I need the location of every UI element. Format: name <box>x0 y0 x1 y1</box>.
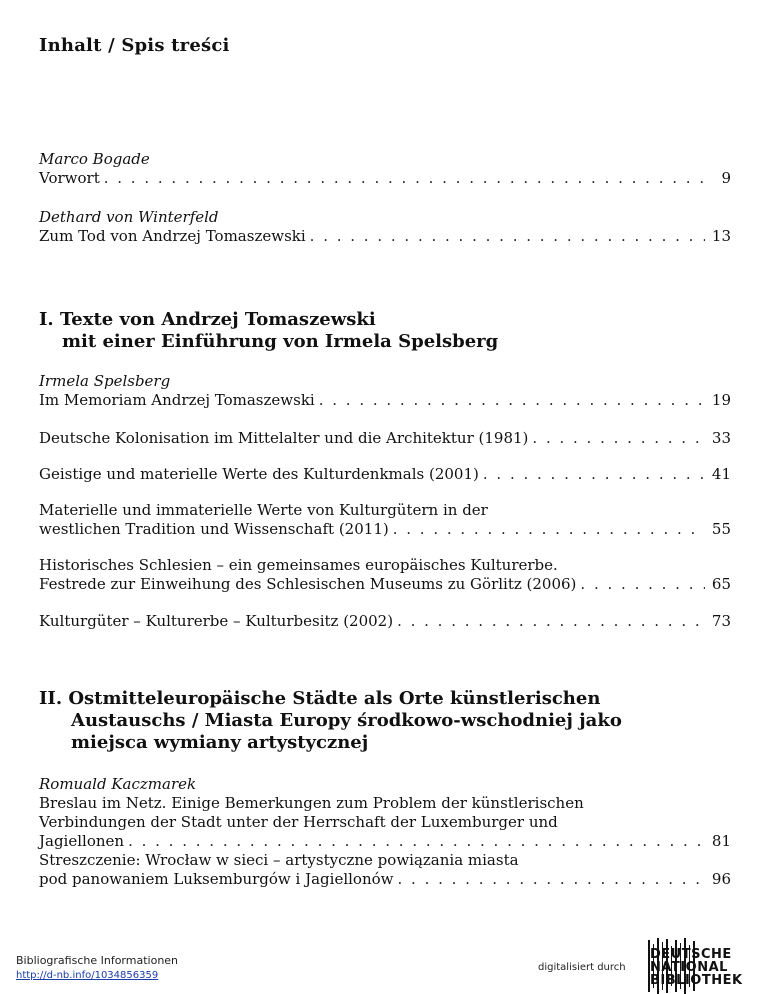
entry-title: Vorwort <box>39 169 100 187</box>
dot-leader <box>580 575 705 594</box>
dot-leader <box>532 429 705 448</box>
entry-title: Zum Tod von Andrzej Tomaszewski <box>39 227 306 245</box>
page-number: 41 <box>711 465 731 483</box>
page-number: 33 <box>711 429 731 447</box>
toc-entry-vorwort <box>39 150 731 188</box>
entry-title-line: Historisches Schlesien – ein gemeinsames europäisches Kulturerbe. <box>39 556 558 574</box>
section-2-heading <box>39 688 622 754</box>
entry-title-line: Materielle und immaterielle Werte von Kulturgütern in der <box>39 501 488 519</box>
dot-leader <box>128 832 705 851</box>
dnb-logo-line: BIBLIOTHEK <box>650 973 743 988</box>
bibliographic-info-label: Bibliografische Informationen <box>16 954 179 967</box>
entry-title: Im Memoriam Andrzej Tomaszewski <box>39 391 315 409</box>
bibliographic-info-link[interactable]: http://d-nb.info/1034856359 <box>16 970 159 981</box>
dnb-logo-line: NATIONAL <box>650 960 728 975</box>
dot-leader <box>397 612 705 631</box>
entry-title: Deutsche Kolonisation im Mittelalter und die Architektur (1981) <box>39 429 529 447</box>
dot-leader <box>310 227 705 246</box>
digitized-by-label: digitalisiert durch <box>538 962 626 973</box>
entry-author: Dethard von Winterfeld <box>39 208 219 226</box>
dot-leader <box>398 870 706 889</box>
page-number: 9 <box>721 169 731 187</box>
section-heading-line: I. Texte von Andrzej Tomaszewski <box>39 309 376 330</box>
entry-title: Kulturgüter – Kulturerbe – Kulturbesitz (2002) <box>39 612 394 630</box>
page-number: 19 <box>711 391 731 409</box>
dot-leader <box>483 465 705 484</box>
entry-title: Festrede zur Einweihung des Schlesischen Museums zu Görlitz (2006) <box>39 575 577 593</box>
page-number: 55 <box>711 520 731 538</box>
entry-title: Geistige und materielle Werte des Kulturdenkmals (2001) <box>39 465 479 483</box>
dnb-logo-line: DEUTSCHE <box>650 947 732 962</box>
page-number: 65 <box>711 575 731 593</box>
entry-title: Jagiellonen <box>39 832 125 850</box>
dot-leader <box>319 391 705 410</box>
dnb-logo-text <box>650 948 743 987</box>
entry-author: Irmela Spelsberg <box>39 372 171 390</box>
section-heading-line: miejsca wymiany artystycznej <box>71 732 369 753</box>
entry-author: Romuald Kaczmarek <box>39 775 197 793</box>
entry-title-line: Breslau im Netz. Einige Bemerkungen zum Problem der künstlerischen <box>39 794 584 812</box>
page-number: 13 <box>711 227 731 245</box>
toc-entry-zum-tod <box>39 208 731 246</box>
entry-title-line: Streszczenie: Wrocław w sieci – artystyczne powiązania miasta <box>39 851 519 869</box>
page-title: Inhalt / Spis treści <box>39 35 230 56</box>
entry-title: westlichen Tradition und Wissenschaft (2011) <box>39 520 389 538</box>
page-number: 73 <box>711 612 731 630</box>
entry-author: Marco Bogade <box>39 150 150 168</box>
dot-leader <box>393 520 705 539</box>
page-number: 81 <box>711 832 731 850</box>
section-heading-line: mit einer Einführung von Irmela Spelsberg <box>62 331 499 352</box>
toc-entry <box>39 775 731 889</box>
entry-title-line: Verbindungen der Stadt unter der Herrschaft der Luxemburger und <box>39 813 558 831</box>
toc-entry <box>39 612 731 631</box>
toc-entry <box>39 556 731 594</box>
page-number: 96 <box>711 870 731 888</box>
section-heading-line: Austauschs / Miasta Europy środkowo-wschodniej jako <box>71 710 622 731</box>
toc-entry <box>39 429 731 448</box>
toc-entry <box>39 465 731 484</box>
toc-entry <box>39 372 731 410</box>
entry-title: pod panowaniem Luksemburgów i Jagiellonów <box>39 870 394 888</box>
dot-leader <box>104 169 705 188</box>
toc-entry <box>39 501 731 539</box>
section-1-heading <box>39 309 498 353</box>
section-heading-line: II. Ostmitteleuropäische Städte als Orte künstlerischen <box>39 688 601 709</box>
